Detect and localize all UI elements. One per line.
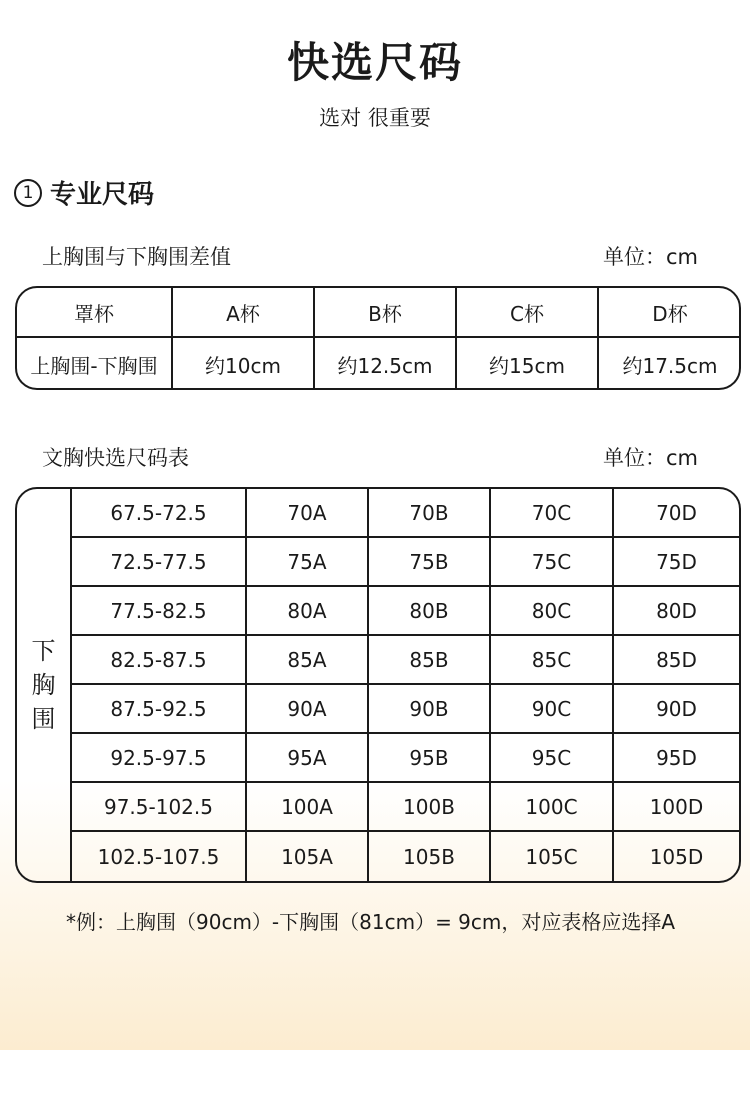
size-cell: 105D (649, 844, 704, 869)
table-cell: 约17.5cm (622, 353, 718, 378)
size-cell: 100B (369, 783, 491, 832)
size-cell: 75B (369, 538, 491, 587)
size-cell: 105B (369, 832, 491, 881)
underbust-label: 下胸围 (31, 637, 56, 733)
section-heading (14, 174, 154, 211)
size-cell: 100A (247, 783, 369, 832)
underbust-range-cell: 97.5-102.5 (72, 783, 247, 832)
size-cell: 100D (614, 783, 739, 832)
size-cell: 85C (491, 636, 614, 685)
size-cell: 95B (369, 734, 491, 783)
page-title: 快选尺码 (286, 38, 463, 87)
size-cell: 75A (247, 538, 369, 587)
cup-difference-table (15, 286, 741, 390)
underbust-range-cell: 77.5-82.5 (72, 587, 247, 636)
size-cell: 90C (491, 685, 614, 734)
table-cell: 上胸围-下胸围 (17, 338, 173, 390)
table-header-cell: B杯 (315, 288, 457, 338)
size-cell: 75D (614, 538, 739, 587)
underbust-range-cell: 82.5-87.5 (72, 636, 247, 685)
underbust-side-header (17, 489, 72, 881)
size-cell: 105A (247, 832, 369, 881)
section-title: 专业尺码 (50, 180, 155, 210)
size-cell: 85A (247, 636, 369, 685)
page-subtitle: 选对 很重要 (319, 106, 431, 130)
size-cell: 100C (491, 783, 614, 832)
example-note: *例：上胸围（90cm）-下胸围（81cm）= 9cm，对应表格应选择A (66, 910, 676, 934)
size-cell: 70C (491, 489, 614, 538)
size-grid (72, 489, 739, 881)
table-cell: 约15cm (457, 338, 599, 390)
underbust-range-cell: 72.5-77.5 (72, 538, 247, 587)
size-cell: 80B (369, 587, 491, 636)
table-header-cell: 罩杯 (17, 288, 173, 338)
size-cell: 80A (247, 587, 369, 636)
table-header-cell: D杯 (599, 288, 741, 338)
size-cell: 90B (369, 685, 491, 734)
section-number-badge: 1 (14, 179, 42, 207)
size-cell: 95A (247, 734, 369, 783)
underbust-range-cell: 87.5-92.5 (72, 685, 247, 734)
size-cell: 85D (614, 636, 739, 685)
bottom-band (0, 1050, 750, 1097)
underbust-range-cell: 102.5-107.5 (72, 832, 247, 881)
underbust-range-cell: 67.5-72.5 (72, 489, 247, 538)
size-cell: 70B (369, 489, 491, 538)
size-cell: 80D (614, 587, 739, 636)
size-cell: 95D (614, 734, 739, 783)
size-cell: 70D (614, 489, 739, 538)
size-cell: 90D (614, 685, 739, 734)
size-cell: 95C (491, 734, 614, 783)
table-cell: 约12.5cm (315, 338, 457, 390)
size-cell: 85B (369, 636, 491, 685)
table-header-cell: C杯 (457, 288, 599, 338)
size-cell: 70A (247, 489, 369, 538)
size-table-caption: 文胸快选尺码表 (42, 446, 189, 470)
table-cell: 约10cm (173, 338, 315, 390)
underbust-range-cell: 92.5-97.5 (72, 734, 247, 783)
size-cell: 90A (247, 685, 369, 734)
table-header-cell: A杯 (173, 288, 315, 338)
cup-table-unit: 单位：cm (602, 245, 698, 269)
size-chart-table (15, 487, 741, 883)
size-table-unit: 单位：cm (602, 446, 698, 470)
cup-table-caption: 上胸围与下胸围差值 (42, 245, 231, 269)
size-cell: 105C (491, 832, 614, 881)
size-cell: 75C (491, 538, 614, 587)
size-cell: 80C (491, 587, 614, 636)
